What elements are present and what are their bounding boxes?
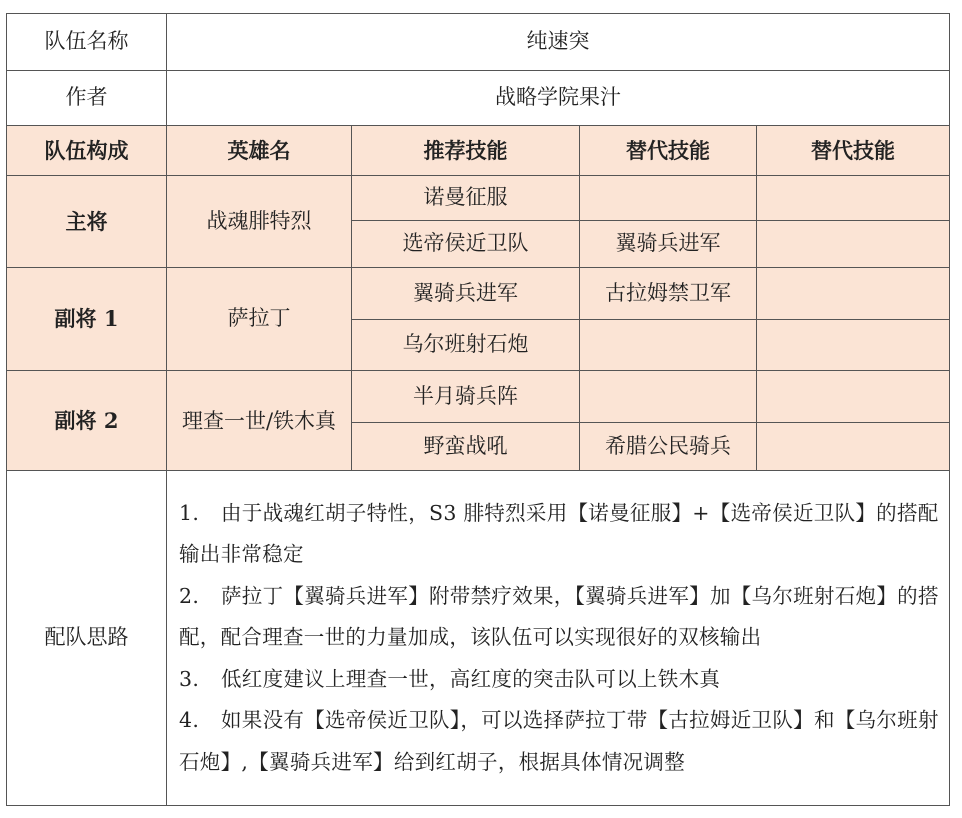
team-name-row — [7, 14, 950, 71]
vice2-row-1 — [7, 371, 950, 423]
vice1-hero: 萨拉丁 — [167, 268, 352, 371]
note-item-2 — [179, 576, 939, 659]
vice1-alt-1: 古拉姆禁卫军 — [580, 268, 757, 320]
main-alt-1 — [580, 176, 757, 221]
notes-content — [167, 471, 950, 806]
note-number: 4. — [179, 708, 200, 733]
vice1-alt-2b — [757, 320, 950, 371]
team-name-value: 纯速突 — [167, 14, 950, 71]
vice2-alt-1 — [580, 371, 757, 423]
main-hero: 战魂腓特烈 — [167, 176, 352, 268]
main-role: 主将 — [7, 176, 167, 268]
notes-label: 配队思路 — [7, 471, 167, 806]
vice1-skill-1: 翼骑兵进军 — [352, 268, 580, 320]
vice1-skill-2: 乌尔班射石炮 — [352, 320, 580, 371]
vice1-role: 副将 1 — [7, 268, 167, 371]
lineup-table — [6, 13, 950, 806]
vice1-alt-2 — [580, 320, 757, 371]
header-row — [7, 126, 950, 176]
vice2-alt-2: 希腊公民骑兵 — [580, 423, 757, 471]
header-hero: 英雄名 — [167, 126, 352, 176]
vice1-row-1 — [7, 268, 950, 320]
note-number: 3. — [179, 666, 200, 691]
author-value: 战略学院果汁 — [167, 71, 950, 126]
main-alt-2: 翼骑兵进军 — [580, 221, 757, 268]
main-alt-2b — [757, 221, 950, 268]
header-alt-skill-1: 替代技能 — [580, 126, 757, 176]
vice2-alt-1b — [757, 371, 950, 423]
vice1-alt-1b — [757, 268, 950, 320]
main-alt-1b — [757, 176, 950, 221]
note-text: 低红度建议上理查一世，高红度的突击队可以上铁木真 — [221, 666, 721, 691]
main-skill-2: 选帝侯近卫队 — [352, 221, 580, 268]
vice2-alt-2b — [757, 423, 950, 471]
note-text: 萨拉丁【翼骑兵进军】附带禁疗效果，【翼骑兵进军】加【乌尔班射石炮】的搭配，配合理查一世的力量加成，该队伍可以实现很好的双核输出 — [179, 583, 939, 650]
note-text: 如果没有【选帝侯近卫队】，可以选择萨拉丁带【古拉姆近卫队】和【乌尔班射石炮】,【翼骑兵进军】给到红胡子，根据具体情况调整 — [179, 708, 939, 774]
notes-row — [7, 471, 950, 806]
team-name-label: 队伍名称 — [7, 14, 167, 71]
header-alt-skill-2: 替代技能 — [757, 126, 950, 176]
vice2-skill-2: 野蛮战吼 — [352, 423, 580, 471]
note-item-1 — [179, 493, 939, 576]
main-skill-1: 诺曼征服 — [352, 176, 580, 221]
header-recommended-skill: 推荐技能 — [352, 126, 580, 176]
note-number: 1. — [179, 500, 200, 525]
note-number: 2. — [179, 583, 200, 608]
author-row — [7, 71, 950, 126]
vice2-hero: 理查一世/铁木真 — [167, 371, 352, 471]
note-item-3 — [179, 659, 939, 701]
header-composition: 队伍构成 — [7, 126, 167, 176]
vice2-role: 副将 2 — [7, 371, 167, 471]
main-row-1 — [7, 176, 950, 221]
note-text: 由于战魂红胡子特性，S3 腓特烈采用【诺曼征服】+【选帝侯近卫队】的搭配输出非常稳定 — [179, 500, 939, 567]
note-item-4 — [179, 700, 939, 783]
author-label: 作者 — [7, 71, 167, 126]
vice2-skill-1: 半月骑兵阵 — [352, 371, 580, 423]
